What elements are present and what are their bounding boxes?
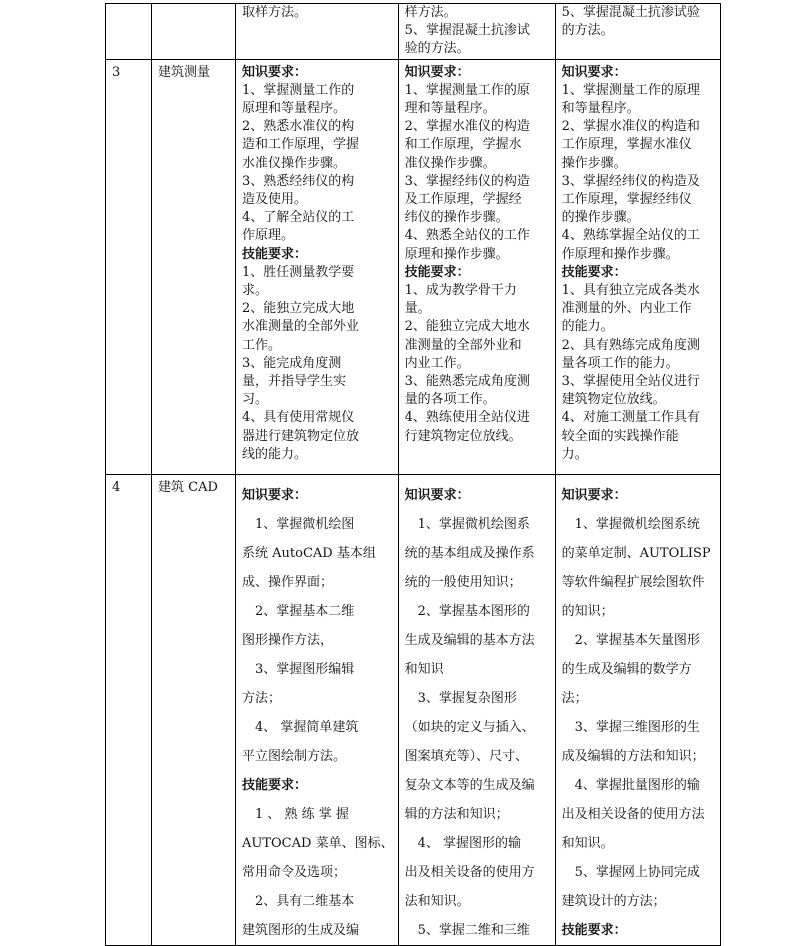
requirement-line: 器进行建筑物定位放 xyxy=(242,428,360,444)
requirement-line: 造及使用。 xyxy=(242,192,308,208)
requirements-level-3 xyxy=(555,474,720,945)
requirement-line: 理和等量程序。 xyxy=(404,101,496,117)
requirement-line: 的生成及编辑的数学方 xyxy=(561,661,692,677)
requirement-line: 习。 xyxy=(242,392,269,408)
requirements-level-3 xyxy=(555,4,720,60)
requirement-line: 的知识； xyxy=(561,603,614,619)
requirement-line: 知识要求： xyxy=(242,487,308,503)
requirement-line: 量的各项工作。 xyxy=(404,392,496,408)
table-row xyxy=(106,474,721,945)
row-number: 3 xyxy=(106,59,152,474)
requirement-line: 成、操作界面； xyxy=(242,574,334,590)
row-number: 4 xyxy=(106,474,152,945)
requirement-line: 样方法。 xyxy=(404,5,457,20)
requirement-line: 量，并指导学生实 xyxy=(242,374,347,390)
requirement-line: 求。 xyxy=(242,283,269,299)
requirement-line: 建筑物定位放线。 xyxy=(561,392,666,408)
requirement-line: 水准仪操作步骤。 xyxy=(242,155,347,171)
requirement-line: 量各项工作的能力。 xyxy=(561,355,679,371)
requirement-line: 的操作步骤。 xyxy=(561,210,640,226)
table-row xyxy=(106,4,721,60)
requirement-line: 常用命令及选项； xyxy=(242,864,347,880)
requirement-line: 1、掌握测量工作的原理 xyxy=(561,82,700,98)
requirement-line: 建筑图形的生成及编 xyxy=(242,922,360,938)
requirement-line: 2、掌握基本矢量图形 xyxy=(561,632,700,648)
requirement-line: 操作步骤。 xyxy=(561,155,627,171)
requirement-line: 技能要求： xyxy=(561,922,627,938)
requirement-line: 成及编辑的方法和知识； xyxy=(561,748,705,764)
requirement-line: 3、掌握图形编辑 xyxy=(242,661,355,677)
requirements-level-2 xyxy=(398,59,555,474)
requirement-line: 等软件编程扩展绘图软件 xyxy=(561,574,705,590)
requirement-line: 较全面的实践操作能 xyxy=(561,428,679,444)
requirements-level-2 xyxy=(398,474,555,945)
requirement-line: 2、掌握基本图形的 xyxy=(404,603,530,619)
requirement-line: 2、能独立完成大地水 xyxy=(404,319,530,335)
requirement-line: 工作。 xyxy=(242,337,282,353)
requirement-line: 5、掌握二维和三维 xyxy=(404,922,530,938)
requirement-line: 线的能力。 xyxy=(242,446,308,462)
requirement-line: 出及相关设备的使用方法 xyxy=(561,806,705,822)
requirement-line: 原理和操作步骤。 xyxy=(404,246,509,262)
requirement-line: 2、掌握水准仪的构造和 xyxy=(561,119,700,135)
requirement-line: 技能要求： xyxy=(242,246,308,262)
requirement-line: 3、能熟悉完成角度测 xyxy=(404,374,530,390)
requirement-line: 原理和等量程序。 xyxy=(242,101,347,117)
requirement-line: 1、掌握微机绘图 xyxy=(242,516,355,532)
course-name: 建筑测量 xyxy=(152,59,236,474)
requirement-line: 作原理。 xyxy=(242,228,295,244)
requirement-line: 1、胜任测量教学要 xyxy=(242,264,355,280)
requirements-level-1 xyxy=(236,4,399,60)
requirement-line: 4、熟悉全站仪的工作 xyxy=(404,228,530,244)
requirement-line: 准测量的外、内业工作 xyxy=(561,301,692,317)
requirement-line: 4、掌握批量图形的输 xyxy=(561,777,700,793)
requirement-line: 准测量的全部外业和 xyxy=(404,337,522,353)
requirement-line: 法； xyxy=(561,690,588,706)
requirement-line: 和工作原理，学握水 xyxy=(404,137,522,153)
requirement-line: 3、掌握使用全站仪进行 xyxy=(561,374,700,390)
requirement-line: 量。 xyxy=(404,301,431,317)
qualification-table xyxy=(105,3,721,946)
requirement-line: 纬仪的操作步骤。 xyxy=(404,210,509,226)
table-row xyxy=(106,59,721,474)
requirement-line: 技能要求： xyxy=(561,264,627,280)
requirement-line: 和知识 xyxy=(404,661,444,677)
requirement-line: 3、能完成角度测 xyxy=(242,355,342,371)
requirement-line: 5、掌握混凝土抗渗试 xyxy=(404,23,530,39)
requirement-line: 水准测量的全部外业 xyxy=(242,319,360,335)
requirement-line: 4、了解全站仪的工 xyxy=(242,210,355,226)
requirement-line: 知识要求： xyxy=(404,487,470,503)
requirements-level-1 xyxy=(236,474,399,945)
requirement-line: 3、掌握经纬仪的构造及 xyxy=(561,173,700,189)
requirement-line: 内业工作。 xyxy=(404,355,470,371)
requirement-line: 知识要求： xyxy=(242,64,308,80)
requirement-line: 知识要求： xyxy=(561,487,627,503)
requirement-line: 1、掌握微机绘图系 xyxy=(404,516,530,532)
requirement-line: 4、熟练掌握全站仪的工 xyxy=(561,228,700,244)
requirement-line: 技能要求： xyxy=(404,264,470,280)
requirement-line: 系统 AutoCAD 基本组 xyxy=(242,545,376,561)
requirement-line: 1、具有独立完成各类水 xyxy=(561,283,700,299)
requirement-line: （如块的定义与插入、 xyxy=(404,719,535,735)
requirement-line: 生成及编辑的基本方法 xyxy=(404,632,535,648)
requirement-line: 5、掌握混凝土抗渗试验 xyxy=(561,5,700,20)
requirement-line: 2、具有熟练完成角度测 xyxy=(561,337,700,353)
requirement-line: 平立图绘制方法。 xyxy=(242,748,347,764)
requirement-line: 图案填充等）、尺寸、 xyxy=(404,748,529,764)
requirement-line: 4、 掌握简单建筑 xyxy=(242,719,359,735)
requirement-line: 验的方法。 xyxy=(404,41,470,57)
row-number xyxy=(106,4,152,60)
requirement-line: 准仪操作步骤。 xyxy=(404,155,496,171)
requirement-line: 4、熟练使用全站仪进 xyxy=(404,410,530,426)
requirement-line: 技能要求： xyxy=(242,777,308,793)
requirement-line: 建筑设计的方法； xyxy=(561,893,666,909)
requirement-line: 的能力。 xyxy=(561,319,614,335)
requirement-line: 3、掌握三维图形的生 xyxy=(561,719,700,735)
requirement-line: 统的基本组成及操作系 xyxy=(404,545,535,561)
course-name: 建筑 CAD xyxy=(152,474,236,945)
requirement-line: 3、掌握复杂图形 xyxy=(404,690,517,706)
requirement-line: 复杂文本等的生成及编 xyxy=(404,777,535,793)
requirement-line: 1、掌握测量工作的原 xyxy=(404,82,530,98)
requirement-line: 方法； xyxy=(242,690,282,706)
requirement-line: 1、掌握测量工作的 xyxy=(242,82,355,98)
requirement-line: 工作原理，掌握经纬仪 xyxy=(561,192,692,208)
requirement-line: 2、能独立完成大地 xyxy=(242,301,355,317)
requirements-level-3 xyxy=(555,59,720,474)
requirement-line: 4、对施工测量工作具有 xyxy=(561,410,700,426)
requirement-line: 2、掌握基本二维 xyxy=(242,603,355,619)
requirement-line: 知识要求： xyxy=(404,64,470,80)
requirement-line: 2、掌握水准仪的构造 xyxy=(404,119,530,135)
requirement-line: 4、具有使用常规仪 xyxy=(242,410,355,426)
requirement-line: 3、熟悉经纬仪的构 xyxy=(242,173,355,189)
requirements-level-1 xyxy=(236,59,399,474)
requirement-line: 图形操作方法， xyxy=(242,632,334,648)
requirement-line: 辑的方法和知识； xyxy=(404,806,509,822)
requirement-line: 和等量程序。 xyxy=(561,101,640,117)
course-name xyxy=(152,4,236,60)
requirement-line: 2、熟悉水准仪的构 xyxy=(242,119,355,135)
requirement-line: 法和知识。 xyxy=(404,893,470,909)
requirement-line: 工作原理，掌握水准仪 xyxy=(561,137,692,153)
requirement-line: 出及相关设备的使用方 xyxy=(404,864,535,880)
requirement-line: 的菜单定制、AUTOLISP xyxy=(561,545,711,561)
requirement-line: 及工作原理，学握经 xyxy=(404,192,522,208)
requirement-line: 4、 掌握图形的输 xyxy=(404,835,521,851)
requirement-line: 1 、 熟 练 掌 握 xyxy=(242,806,349,822)
requirement-line: 1、成为教学骨干力 xyxy=(404,283,517,299)
requirement-line: AUTOCAD 菜单、图标、 xyxy=(242,835,394,851)
requirement-line: 1、掌握微机绘图系统 xyxy=(561,516,700,532)
requirement-line: 统的一般使用知识； xyxy=(404,574,522,590)
requirements-level-2 xyxy=(398,4,555,60)
requirement-line: 作原理和操作步骤。 xyxy=(561,246,679,262)
requirement-line: 的方法。 xyxy=(561,23,614,39)
requirement-line: 取样方法。 xyxy=(242,5,308,20)
requirement-line: 知识要求： xyxy=(561,64,627,80)
requirement-line: 3、掌握经纬仪的构造 xyxy=(404,173,530,189)
requirement-line: 力。 xyxy=(561,446,588,462)
requirement-line: 5、掌握网上协同完成 xyxy=(561,864,700,880)
requirement-line: 和知识。 xyxy=(561,835,614,851)
requirement-line: 行建筑物定位放线。 xyxy=(404,428,522,444)
requirement-line: 2、具有二维基本 xyxy=(242,893,355,909)
requirement-line: 造和工作原理，学握 xyxy=(242,137,360,153)
